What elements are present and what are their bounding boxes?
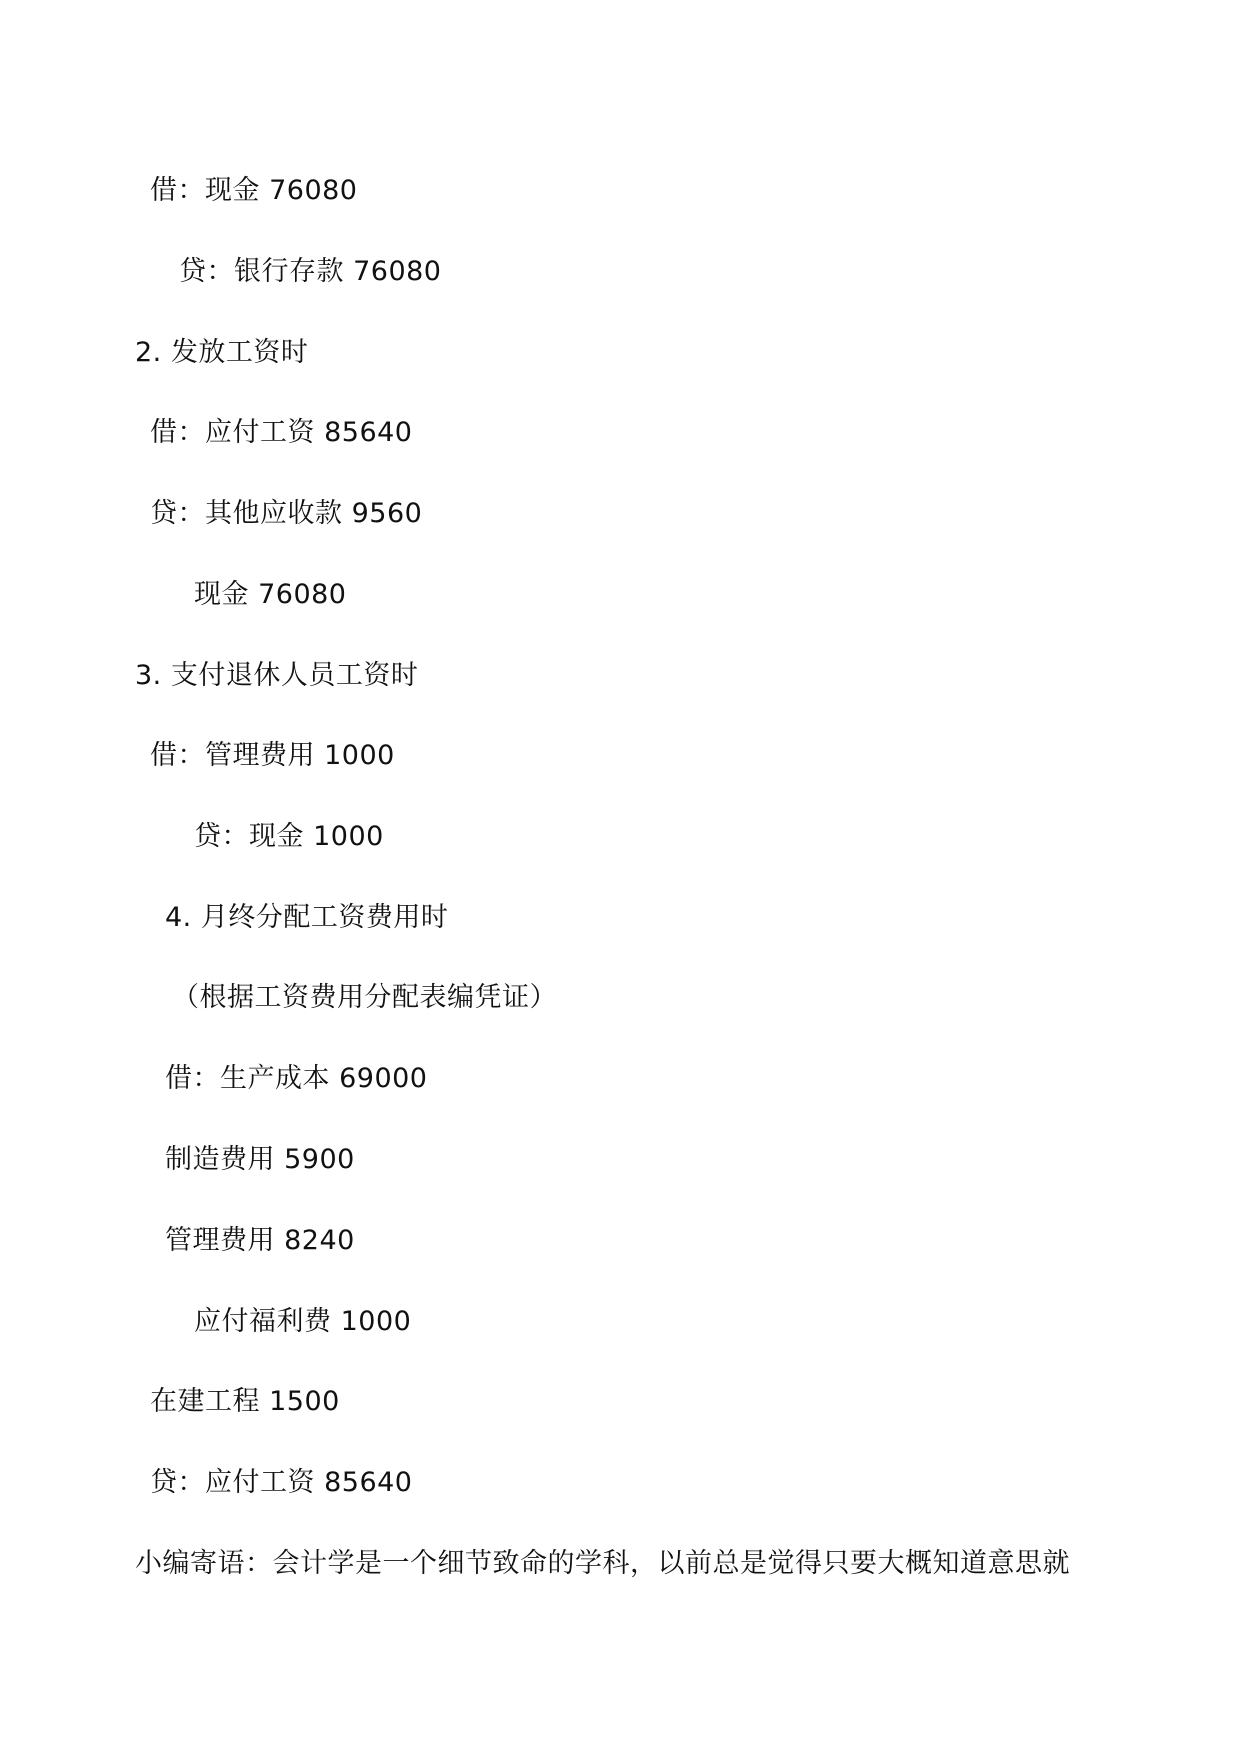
- entry-manufacturing-overhead: 制造费用 5900: [165, 1144, 355, 1175]
- section-heading-3: 3. 支付退休人员工资时: [135, 660, 419, 691]
- section-heading-2: 2. 发放工资时: [135, 337, 309, 368]
- section-note: （根据工资费用分配表编凭证）: [172, 982, 557, 1013]
- entry-credit-other-receivables: 贷：其他应收款 9560: [150, 498, 423, 529]
- entry-credit-cash-1000: 贷：现金 1000: [194, 821, 384, 852]
- entry-admin-expenses: 管理费用 8240: [165, 1225, 355, 1256]
- entry-welfare-payable: 应付福利费 1000: [194, 1306, 412, 1337]
- entry-debit-admin-expenses: 借：管理费用 1000: [150, 740, 395, 771]
- entry-debit-production-cost: 借：生产成本 69000: [165, 1063, 428, 1094]
- entry-credit-bank-deposit: 贷：银行存款 76080: [179, 256, 442, 287]
- section-heading-4: 4. 月终分配工资费用时: [165, 902, 449, 933]
- entry-construction-in-progress: 在建工程 1500: [150, 1386, 340, 1417]
- entry-debit-wages-payable: 借：应付工资 85640: [150, 417, 413, 448]
- entry-debit-cash: 借：现金 76080: [150, 175, 358, 206]
- entry-credit-cash: 现金 76080: [194, 579, 347, 610]
- entry-credit-wages-payable: 贷：应付工资 85640: [150, 1467, 413, 1498]
- editor-note: 小编寄语：会计学是一个细节致命的学科，以前总是觉得只要大概知道意思就: [135, 1548, 1070, 1579]
